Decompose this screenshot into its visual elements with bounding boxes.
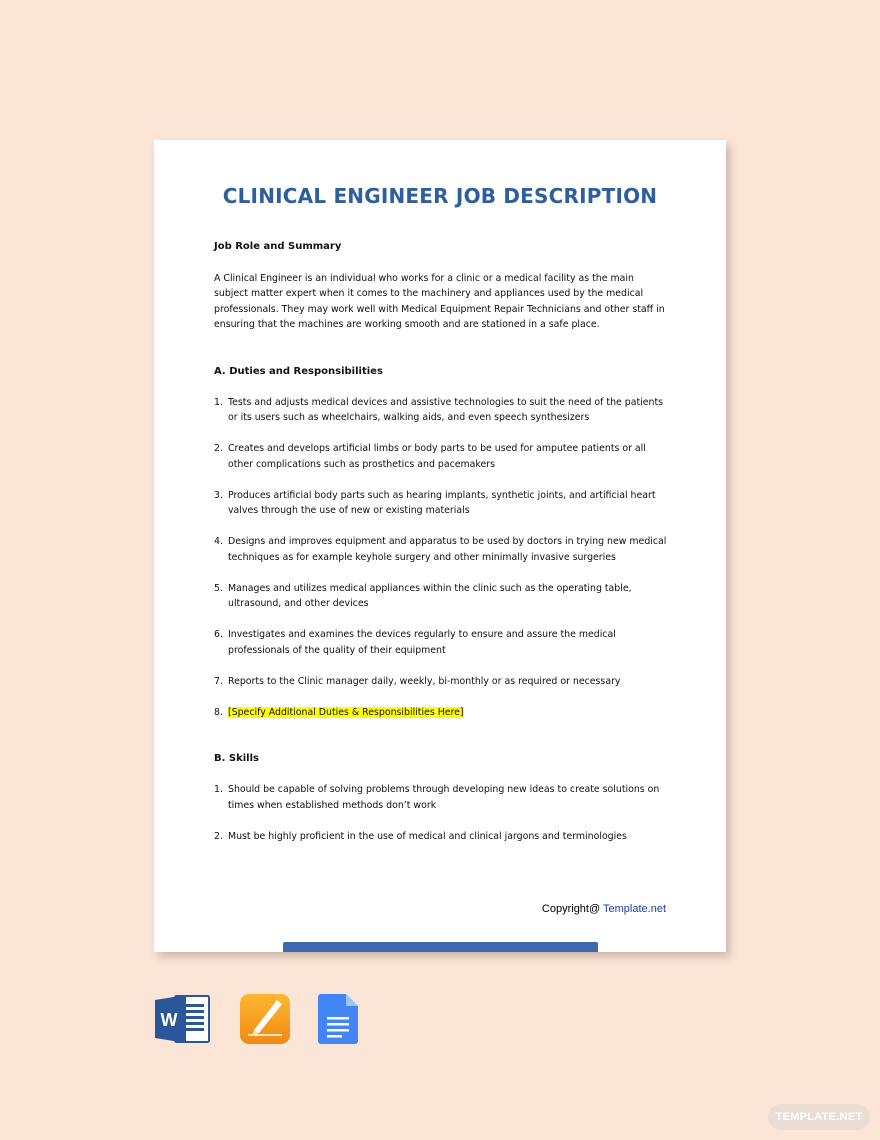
list-item-text: Should be capable of solving problems through developing new ideas to create solutions on times when established methods don’t work bbox=[228, 784, 660, 811]
list-item-text: Creates and develops artificial limbs or body parts to be used for amputee patients or all other complications such as prosthetics and pacemakers bbox=[228, 443, 646, 470]
list-item-number: 4. bbox=[214, 536, 223, 547]
list-item-text: Designs and improves equipment and apparatus to be used by doctors in trying new medical techniques as for example keyhole surgery and other minimally invasive surgeries bbox=[228, 536, 667, 563]
list-item-number: 1. bbox=[214, 396, 223, 408]
duties-list bbox=[214, 395, 670, 721]
list-item bbox=[214, 674, 670, 690]
apple-pages-icon[interactable] bbox=[239, 993, 291, 1045]
microsoft-word-icon[interactable] bbox=[155, 993, 211, 1045]
list-item bbox=[214, 395, 670, 426]
list-item bbox=[214, 829, 670, 845]
list-item-number: 7. bbox=[214, 675, 223, 687]
page-bottom-bar bbox=[283, 942, 598, 952]
summary-text: A Clinical Engineer is an individual who works for a clinic or a medical facility as the main subject matter expert when it comes to the machinery and appliances used by the medical professionals. They may work well with Medical Equipment Repair Technicians and other staff in ensuring that the machines are working smooth and are stationed in a safe place. bbox=[214, 272, 665, 330]
list-item-number: 2. bbox=[214, 443, 223, 454]
list-item bbox=[214, 441, 670, 472]
microsoft-word-icon-graphic bbox=[155, 993, 211, 1045]
list-item-text: Reports to the Clinic manager daily, weekly, bi-monthly or as required or necessary bbox=[228, 675, 621, 687]
list-item-number: 8. bbox=[214, 706, 223, 718]
summary-heading: Job Role and Summary bbox=[214, 241, 342, 252]
list-item bbox=[214, 782, 670, 813]
word-letter: W bbox=[160, 1010, 178, 1030]
list-item-text: Investigates and examines the devices regularly to ensure and assure the medical professionals of the quality of their equipment bbox=[228, 629, 616, 656]
list-item bbox=[214, 488, 670, 519]
template-net-watermark: TEMPLATE.NET bbox=[768, 1104, 870, 1130]
skills-list bbox=[214, 782, 670, 844]
copyright-notice bbox=[542, 903, 666, 915]
duties-heading: A. Duties and Responsibilities bbox=[214, 365, 383, 377]
document-page bbox=[154, 140, 726, 952]
copyright-label: Copyright@ bbox=[541, 903, 604, 915]
list-item-number: 2. bbox=[214, 830, 223, 842]
list-item-text: Must be highly proficient in the use of medical and clinical jargons and terminologies bbox=[228, 830, 627, 842]
list-item bbox=[214, 627, 670, 658]
list-item-text: Tests and adjusts medical devices and assistive technologies to suit the need of the patients or its users such as wheelchairs, walking aids, and even speech synthesizers bbox=[228, 396, 664, 423]
copyright-link[interactable]: Template.net bbox=[603, 903, 666, 915]
google-docs-icon[interactable] bbox=[317, 993, 359, 1045]
google-docs-icon-graphic bbox=[317, 993, 359, 1045]
document-title: CLINICAL ENGINEER JOB DESCRIPTION bbox=[222, 184, 658, 208]
list-item-number: 1. bbox=[214, 784, 223, 795]
apple-pages-icon-graphic bbox=[239, 993, 291, 1045]
format-icons bbox=[155, 993, 365, 1045]
placeholder-highlight[interactable]: [Specify Additional Duties & Responsibilities Here] bbox=[228, 706, 464, 718]
list-item bbox=[214, 705, 670, 721]
list-item bbox=[214, 534, 670, 565]
list-item-text: Manages and utilizes medical appliances within the clinic such as the operating table, ultrasound, and other devices bbox=[228, 582, 632, 609]
list-item-number: 3. bbox=[214, 489, 223, 501]
list-item bbox=[214, 581, 670, 612]
list-item-text: Produces artificial body parts such as hearing implants, synthetic joints, and artificial heart valves through the use of new or existing materials bbox=[228, 489, 656, 516]
list-item-number: 6. bbox=[214, 629, 223, 640]
skills-heading: B. Skills bbox=[214, 753, 259, 764]
document-body bbox=[214, 239, 670, 844]
list-item-number: 5. bbox=[214, 582, 223, 594]
